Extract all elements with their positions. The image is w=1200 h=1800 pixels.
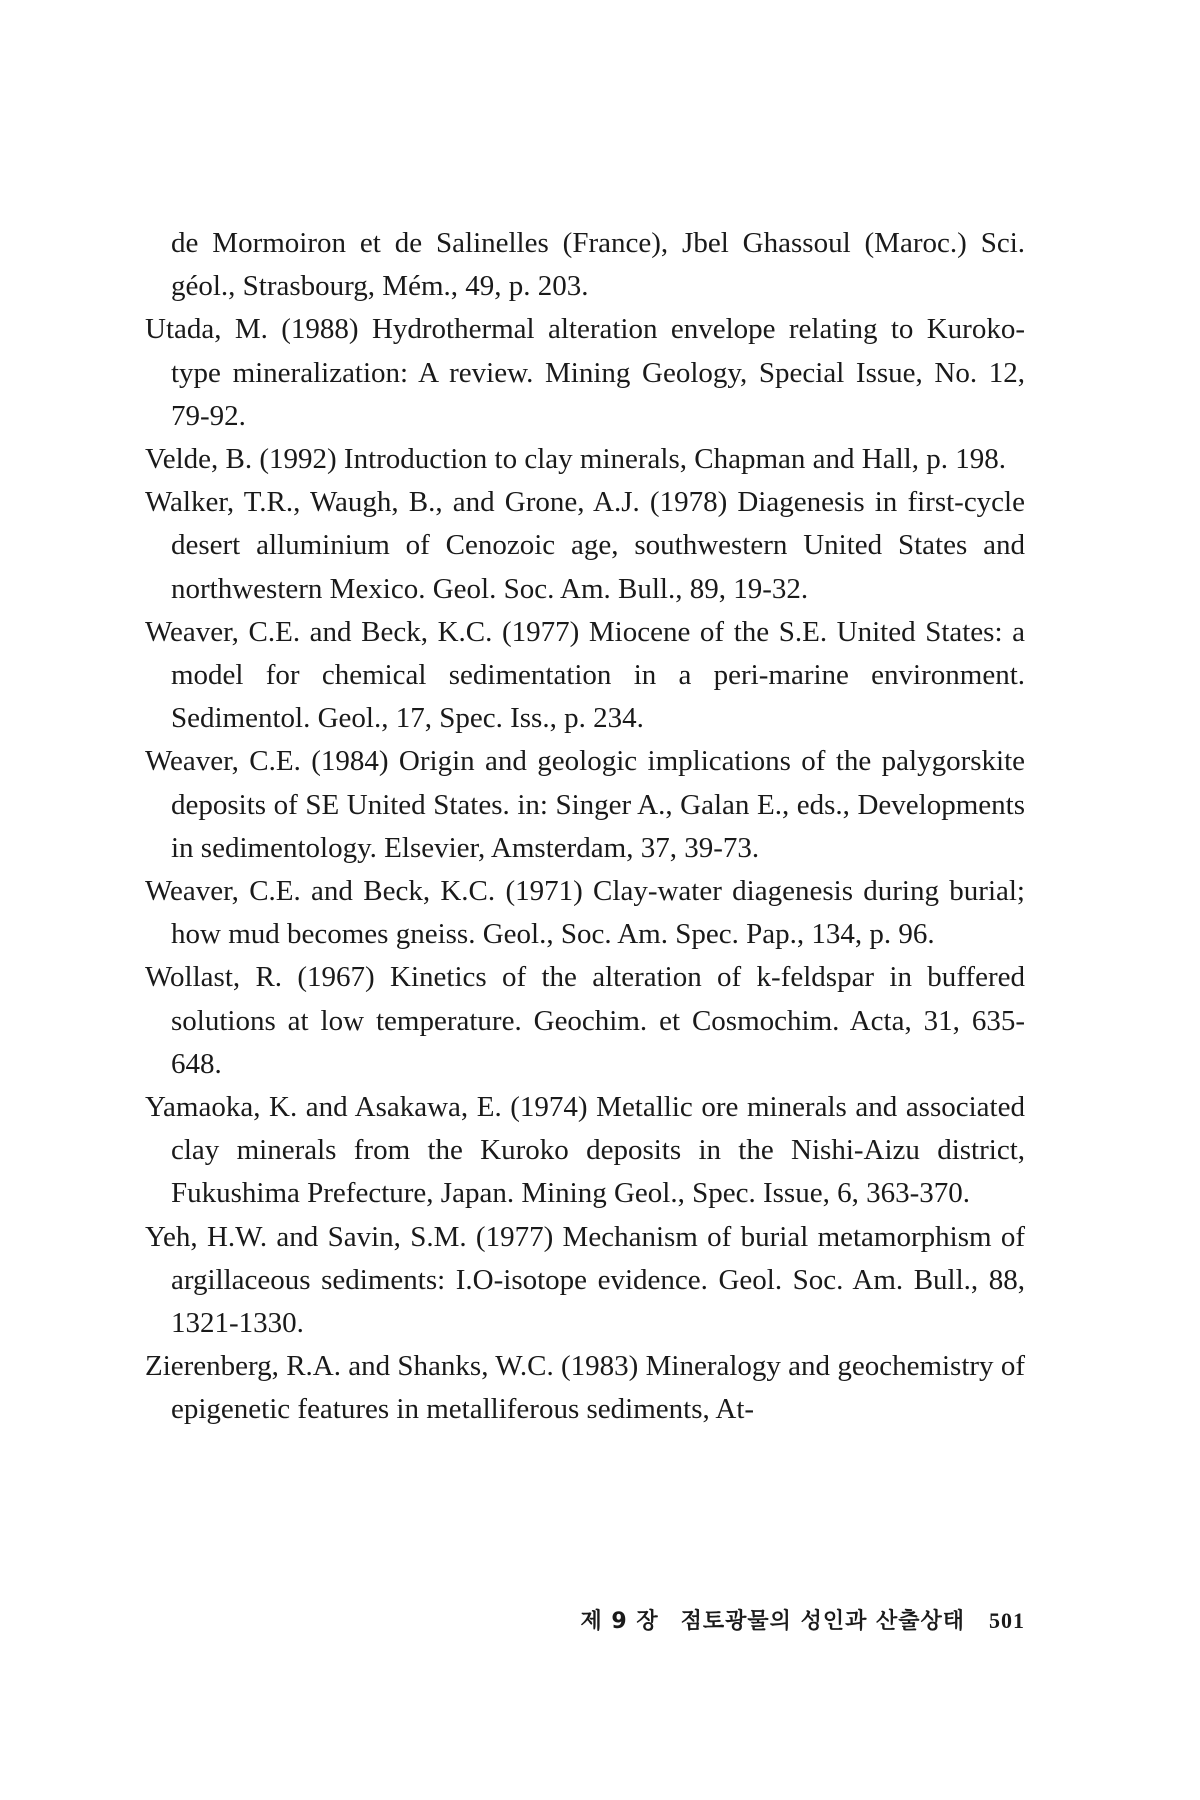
reference-entry: Wollast, R. (1967) Kinetics of the alteration of k-feldspar in buffered solutions at low temperature. Geochim. et Cosmochim. Acta, 31, 635-648. [145,961,1025,1080]
reference-list [145,222,1025,1432]
chapter-label: 제 9 장 [580,1609,659,1634]
reference-entry: Weaver, C.E. and Beck, K.C. (1971) Clay-water diagenesis during burial; how mud becomes gneiss. Geol., Soc. Am. Spec. Pap., 134, p. 96. [145,875,1025,951]
reference-entry: de Mormoiron et de Salinelles (France), Jbel Ghassoul (Maroc.) Sci. géol., Strasbourg, Mém., 49, p. 203. [171,227,1025,303]
page-number: 501 [989,1608,1025,1633]
reference-entry: Weaver, C.E. and Beck, K.C. (1977) Miocene of the S.E. United States: a model for chemical sedimentation in a peri-marine environment. Sedimentol. Geol., 17, Spec. Iss., p. 234. [145,615,1025,735]
running-footer [500,1604,1025,1635]
reference-entry: Walker, T.R., Waugh, B., and Grone, A.J. (1978) Diagenesis in first-cycle desert alluminium of Cenozoic age, southwestern United States and northwestern Mexico. Geol. Soc. Am. Bull., 89, 19-32. [145,486,1025,605]
reference-entry: Velde, B. (1992) Introduction to clay minerals, Chapman and Hall, p. 198. [145,443,1006,476]
reference-entry: Yamaoka, K. and Asakawa, E. (1974) Metallic ore minerals and associated clay minerals from the Kuroko deposits in the Nishi-Aizu district, Fukushima Prefecture, Japan. Mining Geol., Spec. Issue, 6, 363-370. [145,1091,1025,1210]
reference-entry: Zierenberg, R.A. and Shanks, W.C. (1983) Mineralogy and geochemistry of epigenetic features in metalliferous sediments, At- [145,1350,1025,1426]
reference-entry: Yeh, H.W. and Savin, S.M. (1977) Mechanism of burial metamorphism of argillaceous sediments: I.O-isotope evidence. Geol. Soc. Am. Bull., 88, 1321-1330. [145,1220,1025,1340]
reference-entry: Utada, M. (1988) Hydrothermal alteration envelope relating to Kuroko-type mineralization: A review. Mining Geology, Special Issue, No. 12, 79-92. [145,313,1025,432]
chapter-title: 점토광물의 성인과 산출상태 [680,1609,965,1634]
reference-list-page [145,222,1025,1432]
reference-entry: Weaver, C.E. (1984) Origin and geologic implications of the palygorskite deposits of SE United States. in: Singer A., Galan E., eds., Developments in sedimentology. Elsevier, Amsterdam, 37, 39-73. [145,745,1025,864]
